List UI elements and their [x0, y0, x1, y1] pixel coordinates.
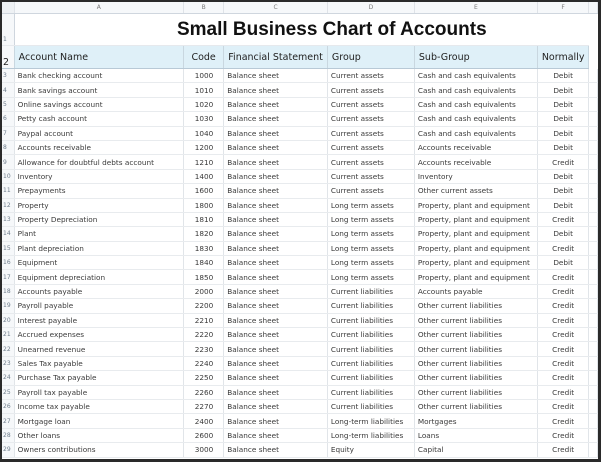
group-cell[interactable]: Current liabilities [327, 371, 414, 385]
table-row [2, 356, 598, 370]
row-header[interactable]: 17 [2, 270, 14, 284]
table-row [2, 299, 598, 313]
sub-group-cell[interactable]: Accounts receivable [414, 155, 537, 169]
normally-cell[interactable]: Debit [537, 126, 589, 140]
sheet-grid [2, 2, 598, 458]
cell[interactable] [589, 313, 598, 327]
cell[interactable] [589, 241, 598, 255]
sub-group-cell[interactable]: Other current liabilities [414, 371, 537, 385]
column-header-e[interactable]: E [414, 2, 537, 14]
cell[interactable] [589, 83, 598, 97]
account-name-cell[interactable]: Accrued expenses [14, 328, 183, 342]
financial-statement-cell[interactable]: Balance sheet [224, 198, 328, 212]
financial-statement-cell[interactable]: Balance sheet [224, 97, 328, 111]
group-cell[interactable]: Long term assets [327, 227, 414, 241]
financial-statement-cell[interactable]: Balance sheet [224, 313, 328, 327]
table-row [2, 371, 598, 385]
table-row [2, 313, 598, 327]
account-name-cell[interactable]: Unearned revenue [14, 342, 183, 356]
account-name-cell[interactable]: Paypal account [14, 126, 183, 140]
code-cell[interactable]: 1010 [183, 83, 223, 97]
column-header-c[interactable]: C [224, 2, 328, 14]
account-name-cell[interactable]: Online savings account [14, 97, 183, 111]
account-name-cell[interactable]: Inventory [14, 169, 183, 183]
financial-statement-cell[interactable]: Balance sheet [224, 428, 328, 442]
cell[interactable] [589, 342, 598, 356]
cell[interactable] [589, 112, 598, 126]
normally-cell[interactable]: Debit [537, 83, 589, 97]
table-row [2, 126, 598, 140]
row-header[interactable]: 5 [2, 97, 14, 111]
row-header[interactable]: 1 [2, 14, 14, 46]
table-row [2, 97, 598, 111]
table-row [2, 241, 598, 255]
account-name-cell[interactable]: Sales Tax payable [14, 356, 183, 370]
sub-group-cell[interactable]: Property, plant and equipment [414, 198, 537, 212]
account-name-cell[interactable]: Payroll tax payable [14, 385, 183, 399]
code-cell[interactable]: 2200 [183, 299, 223, 313]
financial-statement-cell[interactable]: Balance sheet [224, 184, 328, 198]
group-cell[interactable]: Long term assets [327, 198, 414, 212]
code-cell[interactable]: 1040 [183, 126, 223, 140]
cell[interactable] [589, 356, 598, 370]
cell[interactable] [589, 256, 598, 270]
group-cell[interactable]: Current liabilities [327, 313, 414, 327]
row-header[interactable]: 27 [2, 414, 14, 428]
group-cell[interactable]: Current assets [327, 184, 414, 198]
row-header[interactable]: 19 [2, 299, 14, 313]
code-cell[interactable]: 2240 [183, 356, 223, 370]
group-cell[interactable]: Current assets [327, 169, 414, 183]
table-row [2, 256, 598, 270]
cell[interactable] [589, 14, 598, 46]
table-row [2, 198, 598, 212]
financial-statement-cell[interactable]: Balance sheet [224, 270, 328, 284]
account-name-cell[interactable]: Accounts payable [14, 284, 183, 298]
table-row [2, 270, 598, 284]
row-header[interactable]: 28 [2, 428, 14, 442]
row-header[interactable]: 8 [2, 140, 14, 154]
account-name-cell[interactable]: Allowance for doubtful debts account [14, 155, 183, 169]
table-row [2, 69, 598, 83]
normally-cell[interactable]: Debit [537, 184, 589, 198]
financial-statement-cell[interactable]: Balance sheet [224, 256, 328, 270]
financial-statement-cell[interactable]: Balance sheet [224, 169, 328, 183]
group-cell[interactable]: Current liabilities [327, 328, 414, 342]
account-name-cell[interactable]: Property Depreciation [14, 212, 183, 226]
cell[interactable] [589, 169, 598, 183]
financial-statement-cell[interactable]: Balance sheet [224, 385, 328, 399]
account-name-cell[interactable]: Interest payable [14, 313, 183, 327]
code-cell[interactable]: 2260 [183, 385, 223, 399]
code-cell[interactable]: 1210 [183, 155, 223, 169]
cell[interactable] [589, 270, 598, 284]
table-row [2, 169, 598, 183]
normally-cell[interactable]: Debit [537, 256, 589, 270]
group-cell[interactable]: Current assets [327, 126, 414, 140]
normally-cell[interactable]: Credit [537, 342, 589, 356]
code-cell[interactable]: 2400 [183, 414, 223, 428]
normally-cell[interactable]: Credit [537, 155, 589, 169]
financial-statement-cell[interactable]: Balance sheet [224, 69, 328, 83]
group-cell[interactable]: Current assets [327, 83, 414, 97]
row-header[interactable]: 24 [2, 371, 14, 385]
table-row [2, 184, 598, 198]
sub-group-cell[interactable]: Loans [414, 428, 537, 442]
normally-cell[interactable]: Credit [537, 385, 589, 399]
cell[interactable] [589, 97, 598, 111]
normally-cell[interactable]: Debit [537, 69, 589, 83]
account-name-cell[interactable]: Accounts receivable [14, 140, 183, 154]
financial-statement-cell[interactable]: Balance sheet [224, 443, 328, 457]
sub-group-cell[interactable]: Property, plant and equipment [414, 227, 537, 241]
table-row [2, 443, 598, 457]
financial-statement-cell[interactable]: Balance sheet [224, 342, 328, 356]
column-header-a[interactable]: A [14, 2, 183, 14]
row-header[interactable]: 15 [2, 241, 14, 255]
account-name-cell[interactable]: Property [14, 198, 183, 212]
normally-cell[interactable]: Credit [537, 270, 589, 284]
title-row [2, 14, 598, 46]
code-cell[interactable]: 1810 [183, 212, 223, 226]
cell[interactable] [589, 69, 598, 83]
code-cell[interactable]: 1020 [183, 97, 223, 111]
account-name-cell[interactable]: Other loans [14, 428, 183, 442]
sub-group-cell[interactable]: Other current liabilities [414, 399, 537, 413]
account-name-cell[interactable]: Equipment [14, 256, 183, 270]
cell[interactable] [589, 399, 598, 413]
sub-group-cell[interactable]: Cash and cash equivalents [414, 126, 537, 140]
code-cell[interactable]: 2220 [183, 328, 223, 342]
normally-cell[interactable]: Credit [537, 399, 589, 413]
cell[interactable] [589, 328, 598, 342]
financial-statement-cell[interactable]: Balance sheet [224, 284, 328, 298]
cell[interactable] [589, 155, 598, 169]
financial-statement-cell[interactable]: Balance sheet [224, 328, 328, 342]
code-cell[interactable]: 1800 [183, 198, 223, 212]
cell[interactable] [589, 414, 598, 428]
column-header-b[interactable]: B [183, 2, 223, 14]
normally-cell[interactable]: Credit [537, 428, 589, 442]
group-cell[interactable]: Current liabilities [327, 284, 414, 298]
column-header-g[interactable] [589, 2, 598, 14]
group-cell[interactable]: Current assets [327, 112, 414, 126]
account-name-cell[interactable]: Equipment depreciation [14, 270, 183, 284]
account-name-cell[interactable]: Payroll payable [14, 299, 183, 313]
account-name-cell[interactable]: Plant [14, 227, 183, 241]
code-cell[interactable]: 2210 [183, 313, 223, 327]
code-cell[interactable]: 1030 [183, 112, 223, 126]
table-row [2, 385, 598, 399]
table-row [2, 399, 598, 413]
group-cell[interactable]: Long term assets [327, 241, 414, 255]
table-row [2, 328, 598, 342]
financial-statement-cell[interactable]: Balance sheet [224, 356, 328, 370]
sheet-title[interactable]: Small Business Chart of Accounts [14, 14, 589, 46]
group-cell[interactable]: Current liabilities [327, 356, 414, 370]
row-header[interactable]: 25 [2, 385, 14, 399]
row-header[interactable]: 26 [2, 399, 14, 413]
group-cell[interactable]: Long term assets [327, 212, 414, 226]
cell[interactable] [589, 184, 598, 198]
code-cell[interactable]: 2230 [183, 342, 223, 356]
row-header[interactable]: 20 [2, 313, 14, 327]
financial-statement-cell[interactable]: Balance sheet [224, 227, 328, 241]
code-cell[interactable]: 3000 [183, 443, 223, 457]
code-cell[interactable]: 1830 [183, 241, 223, 255]
group-cell[interactable]: Current assets [327, 140, 414, 154]
normally-cell[interactable]: Credit [537, 414, 589, 428]
normally-cell[interactable]: Credit [537, 212, 589, 226]
code-cell[interactable]: 1600 [183, 184, 223, 198]
financial-statement-cell[interactable]: Balance sheet [224, 83, 328, 97]
column-header-d[interactable]: D [327, 2, 414, 14]
table-row [2, 212, 598, 226]
row-header[interactable]: 18 [2, 284, 14, 298]
sub-group-cell[interactable]: Other current liabilities [414, 342, 537, 356]
code-cell[interactable]: 1400 [183, 169, 223, 183]
normally-cell[interactable]: Credit [537, 313, 589, 327]
sub-group-cell[interactable]: Mortgages [414, 414, 537, 428]
cell[interactable] [589, 284, 598, 298]
row-header[interactable]: 16 [2, 256, 14, 270]
cell[interactable] [589, 428, 598, 442]
sub-group-cell[interactable]: Cash and cash equivalents [414, 69, 537, 83]
table-row [2, 155, 598, 169]
column-header-f[interactable]: F [537, 2, 589, 14]
sub-group-cell[interactable]: Accounts payable [414, 284, 537, 298]
row-header[interactable]: 7 [2, 126, 14, 140]
group-cell[interactable]: Current assets [327, 155, 414, 169]
table-row [2, 284, 598, 298]
normally-cell[interactable]: Credit [537, 356, 589, 370]
sub-group-cell[interactable]: Other current liabilities [414, 328, 537, 342]
group-cell[interactable]: Current assets [327, 69, 414, 83]
sub-group-cell[interactable]: Other current liabilities [414, 356, 537, 370]
account-name-cell[interactable]: Petty cash account [14, 112, 183, 126]
table-header-row [2, 46, 598, 69]
code-cell[interactable]: 1200 [183, 140, 223, 154]
normally-cell[interactable]: Credit [537, 299, 589, 313]
normally-cell[interactable]: Debit [537, 169, 589, 183]
sub-group-cell[interactable]: Cash and cash equivalents [414, 97, 537, 111]
financial-statement-cell[interactable]: Balance sheet [224, 212, 328, 226]
select-all-corner[interactable] [2, 2, 14, 14]
code-cell[interactable]: 2250 [183, 371, 223, 385]
sub-group-cell[interactable]: Inventory [414, 169, 537, 183]
group-cell[interactable]: Long term assets [327, 256, 414, 270]
sub-group-cell[interactable]: Property, plant and equipment [414, 212, 537, 226]
normally-cell[interactable]: Debit [537, 227, 589, 241]
account-name-cell[interactable]: Purchase Tax payable [14, 371, 183, 385]
row-header[interactable]: 9 [2, 155, 14, 169]
financial-statement-cell[interactable]: Balance sheet [224, 399, 328, 413]
group-cell[interactable]: Current assets [327, 97, 414, 111]
row-header[interactable]: 13 [2, 212, 14, 226]
cell[interactable] [589, 385, 598, 399]
row-header[interactable]: 21 [2, 328, 14, 342]
table-row [2, 112, 598, 126]
row-header[interactable]: 4 [2, 83, 14, 97]
sub-group-cell[interactable]: Property, plant and equipment [414, 270, 537, 284]
normally-cell[interactable]: Credit [537, 328, 589, 342]
cell[interactable] [589, 443, 598, 457]
sub-group-cell[interactable]: Capital [414, 443, 537, 457]
group-cell[interactable]: Current liabilities [327, 385, 414, 399]
normally-cell[interactable]: Credit [537, 241, 589, 255]
table-row [2, 414, 598, 428]
cell[interactable] [589, 371, 598, 385]
row-header[interactable]: 10 [2, 169, 14, 183]
financial-statement-cell[interactable]: Balance sheet [224, 371, 328, 385]
normally-cell[interactable]: Credit [537, 443, 589, 457]
normally-cell[interactable]: Debit [537, 198, 589, 212]
account-name-cell[interactable]: Mortgage loan [14, 414, 183, 428]
sub-group-cell[interactable]: Property, plant and equipment [414, 256, 537, 270]
sub-group-cell[interactable]: Other current liabilities [414, 299, 537, 313]
row-header[interactable]: 2 [2, 46, 14, 69]
sub-group-cell[interactable]: Other current assets [414, 184, 537, 198]
table-row [2, 428, 598, 442]
group-cell[interactable]: Current liabilities [327, 342, 414, 356]
financial-statement-cell[interactable]: Balance sheet [224, 140, 328, 154]
normally-cell[interactable]: Credit [537, 371, 589, 385]
normally-cell[interactable]: Debit [537, 112, 589, 126]
group-cell[interactable]: Long term assets [327, 270, 414, 284]
account-name-cell[interactable]: Income tax payable [14, 399, 183, 413]
row-header[interactable]: 6 [2, 112, 14, 126]
cell[interactable] [589, 126, 598, 140]
group-cell[interactable]: Long-term liabilities [327, 414, 414, 428]
cell[interactable] [589, 140, 598, 154]
account-name-cell[interactable]: Plant depreciation [14, 241, 183, 255]
row-header[interactable]: 22 [2, 342, 14, 356]
cell[interactable] [589, 46, 598, 69]
financial-statement-cell[interactable]: Balance sheet [224, 126, 328, 140]
header-financial-statement[interactable]: Financial Statement [224, 46, 328, 69]
sub-group-cell[interactable]: Cash and cash equivalents [414, 112, 537, 126]
table-row [2, 83, 598, 97]
financial-statement-cell[interactable]: Balance sheet [224, 241, 328, 255]
financial-statement-cell[interactable]: Balance sheet [224, 414, 328, 428]
account-name-cell[interactable]: Bank checking account [14, 69, 183, 83]
cell[interactable] [589, 212, 598, 226]
code-cell[interactable]: 2600 [183, 428, 223, 442]
sub-group-cell[interactable]: Accounts receivable [414, 140, 537, 154]
table-row [2, 140, 598, 154]
row-header[interactable]: 12 [2, 198, 14, 212]
normally-cell[interactable]: Credit [537, 284, 589, 298]
table-row [2, 342, 598, 356]
header-sub-group[interactable]: Sub-Group [414, 46, 537, 69]
sub-group-cell[interactable]: Other current liabilities [414, 385, 537, 399]
sub-group-cell[interactable]: Other current liabilities [414, 313, 537, 327]
account-name-cell[interactable]: Bank savings account [14, 83, 183, 97]
header-normally[interactable]: Normally [537, 46, 589, 69]
cell[interactable] [589, 198, 598, 212]
code-cell[interactable]: 1840 [183, 256, 223, 270]
normally-cell[interactable]: Debit [537, 97, 589, 111]
row-header[interactable]: 14 [2, 227, 14, 241]
group-cell[interactable]: Current liabilities [327, 299, 414, 313]
normally-cell[interactable]: Debit [537, 140, 589, 154]
code-cell[interactable]: 1820 [183, 227, 223, 241]
account-name-cell[interactable]: Owners contributions [14, 443, 183, 457]
row-header[interactable]: 23 [2, 356, 14, 370]
code-cell[interactable]: 2000 [183, 284, 223, 298]
cell[interactable] [589, 227, 598, 241]
row-header[interactable]: 11 [2, 184, 14, 198]
group-cell[interactable]: Current liabilities [327, 399, 414, 413]
sub-group-cell[interactable]: Property, plant and equipment [414, 241, 537, 255]
cell[interactable] [589, 299, 598, 313]
column-header-row [2, 2, 598, 14]
table-row [2, 227, 598, 241]
sub-group-cell[interactable]: Cash and cash equivalents [414, 83, 537, 97]
financial-statement-cell[interactable]: Balance sheet [224, 155, 328, 169]
financial-statement-cell[interactable]: Balance sheet [224, 112, 328, 126]
row-header[interactable]: 29 [2, 443, 14, 457]
code-cell[interactable]: 2270 [183, 399, 223, 413]
row-header[interactable]: 3 [2, 69, 14, 83]
header-account-name[interactable]: Account Name [14, 46, 183, 69]
header-code[interactable]: Code [183, 46, 223, 69]
account-name-cell[interactable]: Prepayments [14, 184, 183, 198]
code-cell[interactable]: 1850 [183, 270, 223, 284]
code-cell[interactable]: 1000 [183, 69, 223, 83]
group-cell[interactable]: Equity [327, 443, 414, 457]
group-cell[interactable]: Long-term liabilities [327, 428, 414, 442]
header-group[interactable]: Group [327, 46, 414, 69]
financial-statement-cell[interactable]: Balance sheet [224, 299, 328, 313]
